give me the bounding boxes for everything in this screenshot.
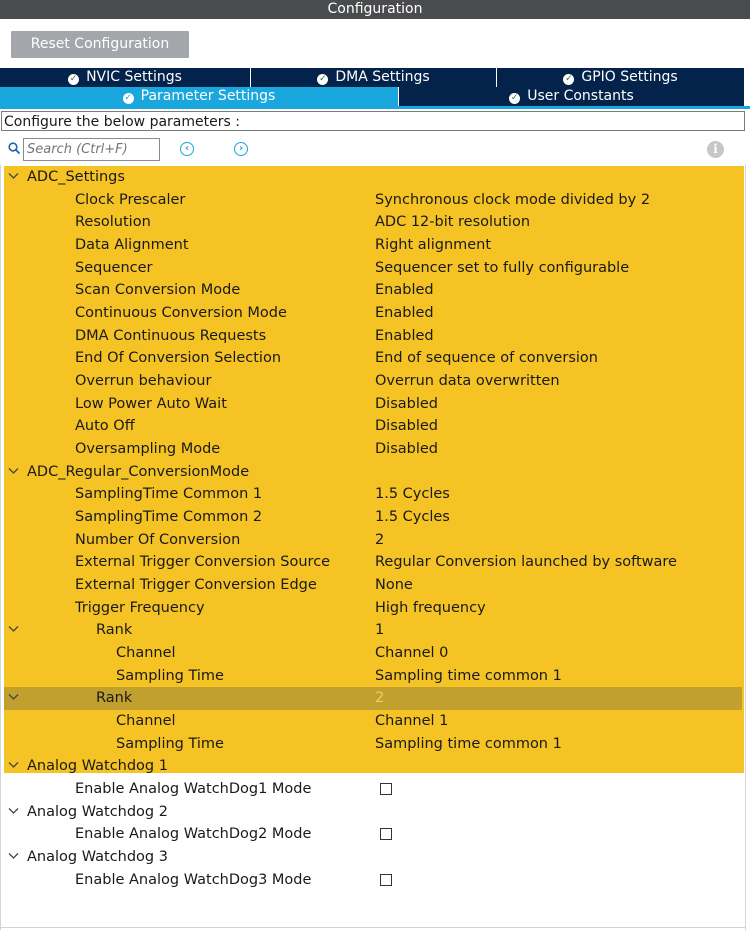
parameter-value[interactable]: Overrun data overwritten	[375, 373, 560, 390]
chevron-down-icon[interactable]	[8, 755, 19, 778]
chevron-down-icon[interactable]	[8, 461, 19, 484]
parameter-value[interactable]: Channel 0	[375, 645, 449, 662]
parameter-value[interactable]: End of sequence of conversion	[375, 350, 598, 367]
parameter-label: Rank	[96, 690, 133, 707]
parameter-label: Analog Watchdog 1	[27, 758, 168, 775]
enable-checkbox[interactable]	[380, 783, 392, 795]
parameter-label: Analog Watchdog 2	[27, 803, 168, 820]
parameter-value[interactable]: Enabled	[375, 305, 434, 322]
tab-label: Parameter Settings	[140, 88, 276, 104]
parameter-label: Data Alignment	[75, 237, 189, 254]
tree-parameter-row[interactable]	[0, 642, 750, 665]
parameter-label: Overrun behaviour	[75, 373, 212, 390]
parameter-label: Sequencer	[75, 259, 153, 276]
tree-parameter-row[interactable]	[0, 189, 750, 212]
parameter-value[interactable]: Channel 1	[375, 713, 449, 730]
tree-parameter-row[interactable]	[0, 347, 750, 370]
tree-parameter-row[interactable]	[0, 823, 750, 846]
search-icon	[8, 142, 21, 159]
tree-group-row[interactable]	[0, 166, 750, 189]
enable-checkbox[interactable]	[380, 828, 392, 840]
tree-parameter-row[interactable]	[0, 506, 750, 529]
tab-row-1	[0, 68, 750, 87]
chevron-down-icon[interactable]	[8, 846, 19, 869]
tree-parameter-row[interactable]	[0, 710, 750, 733]
tree-parameter-row[interactable]	[0, 619, 750, 642]
tree-parameter-row[interactable]	[0, 438, 750, 461]
tab-nvic-settings[interactable]	[0, 68, 250, 87]
tab-label: NVIC Settings	[86, 69, 182, 85]
tab-label: GPIO Settings	[581, 69, 678, 85]
parameter-value[interactable]: 1	[375, 622, 385, 639]
tree-parameter-row[interactable]	[0, 279, 750, 302]
info-icon[interactable]: i	[707, 141, 724, 158]
tree-parameter-row[interactable]	[0, 597, 750, 620]
parameter-label: Channel	[116, 645, 176, 662]
chevron-down-icon[interactable]	[8, 166, 19, 189]
parameter-label: ADC_Regular_ConversionMode	[27, 463, 250, 480]
previous-result-button[interactable]: ‹	[180, 142, 194, 156]
parameter-label: Continuous Conversion Mode	[75, 305, 287, 322]
parameter-value[interactable]: 1.5 Cycles	[375, 509, 450, 526]
tree-group-row[interactable]	[0, 801, 750, 824]
parameter-value[interactable]: Enabled	[375, 327, 434, 344]
parameter-label: Trigger Frequency	[75, 599, 205, 616]
tree-parameter-row[interactable]	[0, 574, 750, 597]
tree-parameter-row[interactable]	[0, 869, 750, 892]
parameter-label: Analog Watchdog 3	[27, 849, 168, 866]
parameter-value[interactable]: Sequencer set to fully configurable	[375, 259, 630, 276]
next-result-button[interactable]: ›	[234, 142, 248, 156]
parameter-label: Enable Analog WatchDog1 Mode	[75, 781, 312, 798]
tree-group-row[interactable]	[0, 755, 750, 778]
parameter-label: SamplingTime Common 2	[75, 509, 263, 526]
tab-dma-settings[interactable]	[250, 68, 496, 87]
tree-parameter-row[interactable]	[0, 415, 750, 438]
tree-parameter-row[interactable]	[0, 665, 750, 688]
chevron-down-icon[interactable]	[8, 687, 19, 710]
parameter-value[interactable]: ADC 12-bit resolution	[375, 214, 531, 231]
check-circle-icon: ✓	[565, 74, 573, 84]
parameter-label: Sampling Time	[116, 735, 224, 752]
parameter-value[interactable]: Sampling time common 1	[375, 735, 562, 752]
tree-parameter-row[interactable]	[4, 687, 742, 710]
window-title: Configuration	[0, 0, 750, 19]
parameter-label: Number Of Conversion	[75, 531, 241, 548]
tab-underline	[0, 106, 750, 109]
tree-parameter-row[interactable]	[0, 302, 750, 325]
tree-parameter-row[interactable]	[0, 211, 750, 234]
parameter-label: ADC_Settings	[27, 169, 125, 185]
parameter-value[interactable]: Synchronous clock mode divided by 2	[375, 191, 651, 208]
chevron-down-icon[interactable]	[8, 801, 19, 824]
parameter-label: Rank	[96, 622, 133, 639]
parameter-value[interactable]: Disabled	[375, 395, 438, 412]
tree-parameter-row[interactable]	[0, 370, 750, 393]
tree-parameter-row[interactable]	[0, 483, 750, 506]
check-circle-icon: ✓	[510, 93, 519, 103]
parameters-description: Configure the below parameters :	[1, 111, 745, 131]
tree-parameter-row[interactable]	[0, 234, 750, 257]
check-circle-icon: ✓	[69, 74, 78, 84]
parameter-label: DMA Continuous Requests	[75, 327, 267, 344]
parameter-value[interactable]: Regular Conversion launched by software	[375, 554, 677, 571]
parameter-value[interactable]: 2	[375, 690, 385, 707]
panel-border	[0, 927, 746, 928]
reset-configuration-button[interactable]: Reset Configuration	[11, 31, 189, 58]
parameter-label: Scan Conversion Mode	[75, 282, 241, 299]
tree-parameter-row[interactable]	[0, 551, 750, 574]
tree-parameter-row[interactable]	[0, 778, 750, 801]
parameter-value[interactable]: Disabled	[375, 441, 438, 458]
tree-parameter-row[interactable]	[0, 393, 750, 416]
parameter-label: SamplingTime Common 1	[75, 486, 263, 503]
tree-parameter-row[interactable]	[0, 257, 750, 280]
parameter-value[interactable]: Enabled	[375, 282, 434, 299]
parameter-label: External Trigger Conversion Source	[75, 554, 331, 571]
parameter-tree	[0, 166, 750, 892]
parameter-value[interactable]: Disabled	[375, 418, 438, 435]
parameter-value[interactable]: None	[375, 577, 413, 594]
parameter-label: Low Power Auto Wait	[75, 395, 227, 412]
tab-parameter-settings[interactable]	[0, 87, 398, 106]
parameter-label: Enable Analog WatchDog2 Mode	[75, 826, 312, 843]
parameter-label: Enable Analog WatchDog3 Mode	[75, 871, 312, 888]
parameter-label: Auto Off	[75, 418, 135, 435]
parameter-label: End Of Conversion Selection	[75, 350, 282, 367]
tree-group-row[interactable]	[0, 461, 750, 484]
parameter-value[interactable]: Right alignment	[375, 237, 492, 254]
check-circle-icon: ✓	[319, 74, 327, 84]
parameter-label: Clock Prescaler	[75, 191, 186, 208]
parameter-label: Oversampling Mode	[75, 441, 221, 458]
tab-user-constants[interactable]	[398, 87, 744, 106]
parameter-value[interactable]: High frequency	[375, 599, 486, 616]
tab-label: DMA Settings	[335, 69, 430, 85]
parameter-label: Resolution	[75, 214, 151, 231]
parameter-value[interactable]: 1.5 Cycles	[375, 486, 450, 503]
chevron-down-icon[interactable]	[8, 619, 19, 642]
parameter-label: External Trigger Conversion Edge	[75, 577, 317, 594]
tree-parameter-row[interactable]	[0, 529, 750, 552]
tree-group-row[interactable]	[0, 846, 750, 869]
search-input[interactable]	[23, 138, 160, 161]
parameter-label: Channel	[116, 713, 176, 730]
tree-parameter-row[interactable]	[0, 325, 750, 348]
parameter-value[interactable]: 2	[375, 531, 385, 548]
tab-gpio-settings[interactable]	[496, 68, 744, 87]
parameter-label: Sampling Time	[116, 667, 224, 684]
parameter-value[interactable]: Sampling time common 1	[375, 667, 562, 684]
tab-label: User Constants	[527, 88, 634, 104]
tree-parameter-row[interactable]	[0, 733, 750, 756]
tab-row-2	[0, 87, 750, 106]
check-circle-icon: ✓	[124, 93, 132, 103]
enable-checkbox[interactable]	[380, 874, 392, 886]
